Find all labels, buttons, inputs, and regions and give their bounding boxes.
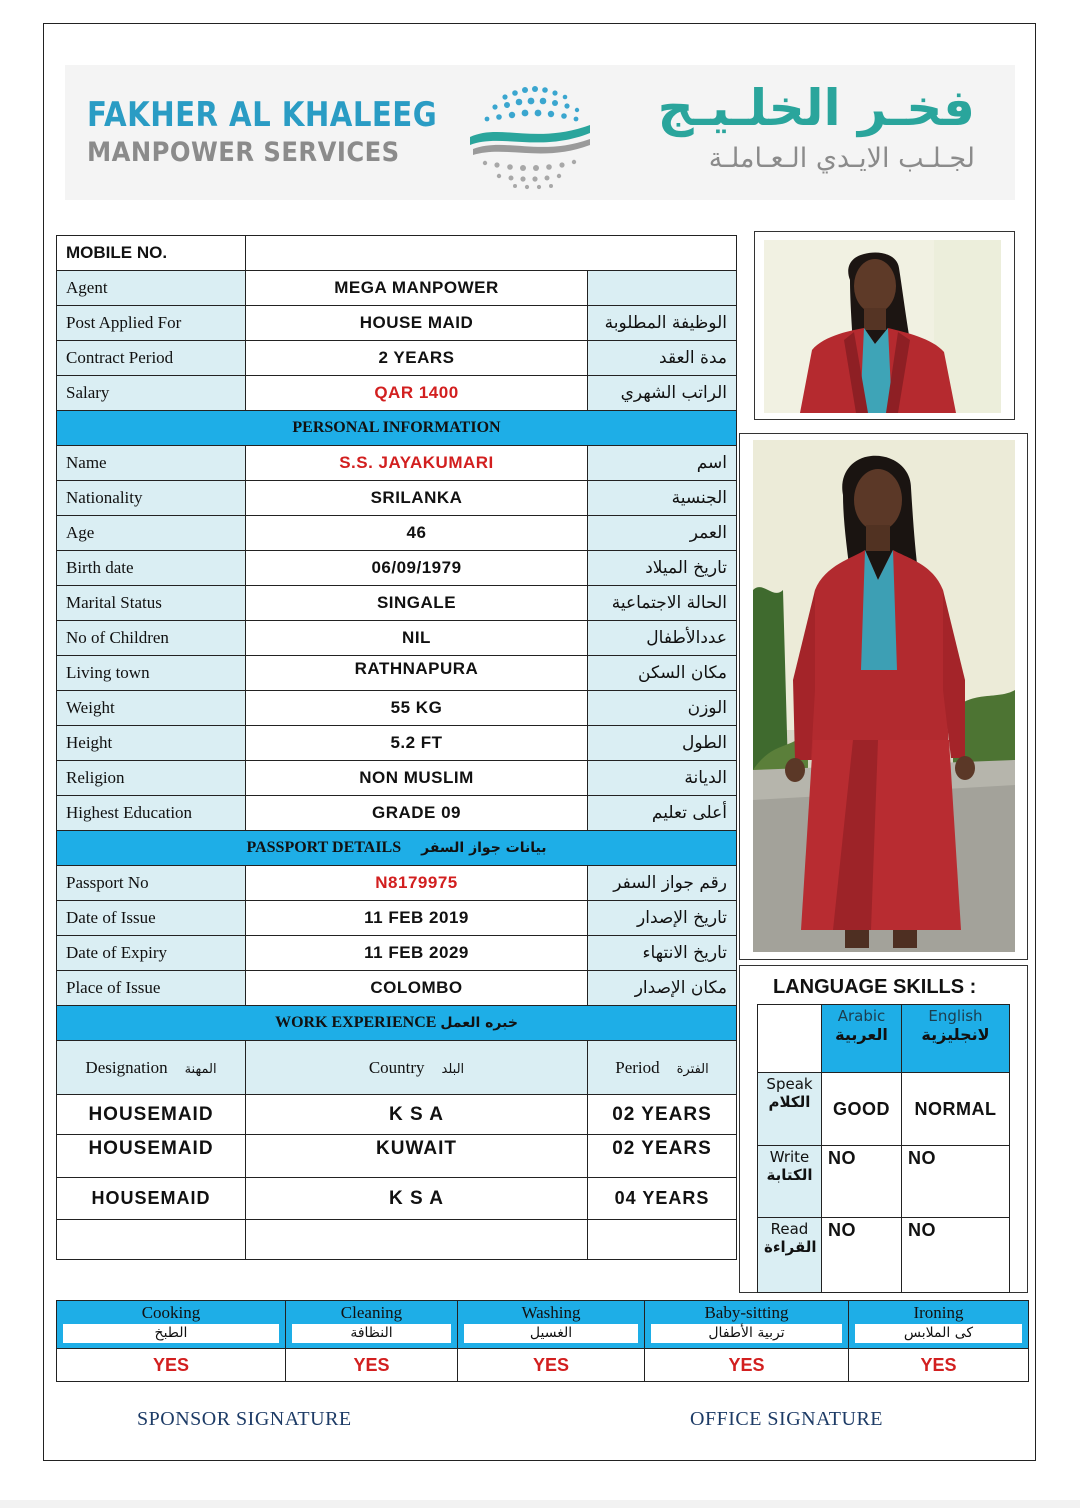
work-experience-row <box>57 1220 737 1260</box>
age-value: 46 <box>246 516 588 551</box>
post-applied-row <box>57 306 737 341</box>
weight-value: 55 KG <box>246 691 588 726</box>
full-length-photo-frame <box>739 433 1028 960</box>
children-label-ar: عددالأطفال <box>588 621 737 656</box>
write-label <box>758 1146 822 1218</box>
english-column-en: English <box>928 1007 983 1025</box>
work-experience-columns-row <box>57 1041 737 1095</box>
weight-row <box>57 691 737 726</box>
personal-information-header-row <box>57 411 737 446</box>
weight-label: Weight <box>57 691 246 726</box>
passport-photo <box>764 240 1001 413</box>
living-town-label: Living town <box>57 656 246 691</box>
work-designation: HOUSEMAID <box>57 1095 246 1135</box>
read-english-level: NO <box>902 1218 1010 1293</box>
work-period: 02 YEARS <box>588 1095 737 1135</box>
education-label: Highest Education <box>57 796 246 831</box>
education-row <box>57 796 737 831</box>
work-country: KUWAIT <box>246 1135 588 1178</box>
passport-no-label-ar: رقم جواز السفر <box>588 866 737 901</box>
skill-ironing-header <box>849 1301 1029 1349</box>
sponsor-signature-label: SPONSOR SIGNATURE <box>137 1408 352 1430</box>
skill-cleaning-en: Cleaning <box>340 1303 403 1322</box>
marital-status-label-ar: الحالة الاجتماعية <box>588 586 737 621</box>
skill-washing-ar: الغسيل <box>464 1324 638 1343</box>
nationality-value: SRILANKA <box>246 481 588 516</box>
read-label-en: Read <box>770 1220 809 1238</box>
skill-cleaning-ar: النظافة <box>292 1324 451 1343</box>
language-skills-title: LANGUAGE SKILLS : <box>773 976 977 998</box>
nationality-row <box>57 481 737 516</box>
skills-table <box>56 1300 1029 1382</box>
speak-label-en: Speak <box>766 1075 813 1093</box>
work-designation: HOUSEMAID <box>57 1135 246 1178</box>
read-label-ar: القراءة <box>764 1238 817 1256</box>
date-of-expiry-label-ar: تاريخ الانتهاء <box>588 936 737 971</box>
applicant-details-table <box>56 235 737 1260</box>
living-town-value: RATHNAPURA <box>246 656 588 691</box>
designation-column-en: Designation <box>85 1057 168 1077</box>
nationality-label-ar: الجنسية <box>588 481 737 516</box>
company-header <box>65 65 1015 200</box>
work-designation <box>57 1220 246 1260</box>
religion-value: NON MUSLIM <box>246 761 588 796</box>
contract-period-value: 2 YEARS <box>246 341 588 376</box>
period-column-ar: الفترة <box>676 1061 709 1077</box>
country-column-en: Country <box>368 1057 425 1077</box>
work-experience-row <box>57 1178 737 1220</box>
birth-date-value: 06/09/1979 <box>246 551 588 586</box>
birth-date-label-ar: تاريخ الميلاد <box>588 551 737 586</box>
passport-details-header-row <box>57 831 737 866</box>
passport-details-header-ar: بيانات جواز السفر <box>421 840 547 856</box>
write-label-ar: الكتابة <box>766 1166 813 1184</box>
salary-value: QAR 1400 <box>246 376 588 411</box>
birth-date-label: Birth date <box>57 551 246 586</box>
age-row <box>57 516 737 551</box>
post-applied-label: Post Applied For <box>57 306 246 341</box>
place-of-issue-row <box>57 971 737 1006</box>
write-arabic-level: NO <box>822 1146 902 1218</box>
agent-label-ar <box>588 271 737 306</box>
date-of-issue-label-ar: تاريخ الإصدار <box>588 901 737 936</box>
english-column-header <box>902 1005 1010 1073</box>
skill-cooking-value: YES <box>57 1349 286 1382</box>
work-country: K S A <box>246 1178 588 1220</box>
post-applied-value: HOUSE MAID <box>246 306 588 341</box>
arabic-column-ar: العربية <box>835 1025 888 1044</box>
country-column-ar: البلد <box>441 1061 465 1077</box>
passport-no-label: Passport No <box>57 866 246 901</box>
work-experience-header <box>57 1006 737 1041</box>
read-row <box>758 1218 1010 1293</box>
height-row <box>57 726 737 761</box>
speak-label <box>758 1073 822 1146</box>
company-logo-icon <box>465 75 595 190</box>
passport-no-value: N8179975 <box>246 866 588 901</box>
children-label: No of Children <box>57 621 246 656</box>
name-value: S.S. JAYAKUMARI <box>246 446 588 481</box>
period-column-en: Period <box>615 1057 660 1077</box>
work-experience-header-en: WORK EXPERIENCE <box>275 1014 437 1031</box>
skill-ironing-ar: كى الملابس <box>855 1324 1022 1343</box>
mobile-row <box>57 236 737 271</box>
skill-washing-en: Washing <box>521 1303 581 1322</box>
skill-cleaning-header <box>286 1301 458 1349</box>
nationality-label: Nationality <box>57 481 246 516</box>
read-arabic-level: NO <box>822 1218 902 1293</box>
marital-status-value: SINGALE <box>246 586 588 621</box>
age-label-ar: العمر <box>588 516 737 551</box>
skill-cooking-ar: الطبخ <box>63 1324 279 1343</box>
education-label-ar: أعلى تعليم <box>588 796 737 831</box>
date-of-issue-label: Date of Issue <box>57 901 246 936</box>
speak-label-ar: الكلام <box>768 1093 811 1111</box>
english-column-ar: لانجليزية <box>921 1025 990 1044</box>
period-column-header <box>588 1041 737 1095</box>
height-value: 5.2 FT <box>246 726 588 761</box>
arabic-column-header <box>822 1005 902 1073</box>
salary-row <box>57 376 737 411</box>
read-label <box>758 1218 822 1293</box>
company-subtitle-en: MANPOWER SERVICES <box>87 137 400 168</box>
salary-label-ar: الراتب الشهري <box>588 376 737 411</box>
skill-cleaning-value: YES <box>286 1349 458 1382</box>
date-of-expiry-label: Date of Expiry <box>57 936 246 971</box>
passport-no-row <box>57 866 737 901</box>
work-experience-header-ar: خبره العمل <box>440 1015 518 1031</box>
marital-status-row <box>57 586 737 621</box>
height-label: Height <box>57 726 246 761</box>
mobile-value <box>246 236 737 271</box>
post-applied-label-ar: الوظيفة المطلوبة <box>588 306 737 341</box>
company-name-ar: فخـر الخلـيـج <box>657 79 975 137</box>
office-signature-label: OFFICE SIGNATURE <box>690 1408 884 1430</box>
name-label: Name <box>57 446 246 481</box>
agent-row <box>57 271 737 306</box>
agent-label: Agent <box>57 271 246 306</box>
birth-date-row <box>57 551 737 586</box>
company-subtitle-ar: لجـلـب الايـدي الـعـاملـة <box>708 143 975 174</box>
work-experience-row <box>57 1095 737 1135</box>
religion-label-ar: الديانة <box>588 761 737 796</box>
date-of-expiry-row <box>57 936 737 971</box>
work-country: K S A <box>246 1095 588 1135</box>
skill-babysitting-en: Baby-sitting <box>704 1303 789 1322</box>
designation-column-ar: المهنة <box>184 1061 217 1077</box>
salary-label: Salary <box>57 376 246 411</box>
skill-washing-value: YES <box>458 1349 645 1382</box>
skills-header-row <box>57 1301 1029 1349</box>
skill-cooking-header <box>57 1301 286 1349</box>
contract-period-label-ar: مدة العقد <box>588 341 737 376</box>
write-row <box>758 1146 1010 1218</box>
marital-status-label: Marital Status <box>57 586 246 621</box>
work-country <box>246 1220 588 1260</box>
personal-information-header: PERSONAL INFORMATION <box>57 411 737 446</box>
contract-period-row <box>57 341 737 376</box>
living-town-row <box>57 656 737 691</box>
date-of-issue-row <box>57 901 737 936</box>
page-bottom-strip <box>0 1500 1080 1508</box>
skill-cooking-en: Cooking <box>141 1303 201 1322</box>
full-length-photo <box>753 440 1015 952</box>
skills-value-row <box>57 1349 1029 1382</box>
passport-details-header <box>57 831 737 866</box>
children-value: NIL <box>246 621 588 656</box>
place-of-issue-value: COLOMBO <box>246 971 588 1006</box>
height-label-ar: الطول <box>588 726 737 761</box>
place-of-issue-label-ar: مكان الإصدار <box>588 971 737 1006</box>
work-designation: HOUSEMAID <box>57 1178 246 1220</box>
religion-label: Religion <box>57 761 246 796</box>
work-period: 02 YEARS <box>588 1135 737 1178</box>
work-period: 04 YEARS <box>588 1178 737 1220</box>
write-english-level: NO <box>902 1146 1010 1218</box>
place-of-issue-label: Place of Issue <box>57 971 246 1006</box>
name-label-ar: اسم <box>588 446 737 481</box>
skill-ironing-value: YES <box>849 1349 1029 1382</box>
date-of-issue-value: 11 FEB 2019 <box>246 901 588 936</box>
language-skills-table <box>757 1004 1010 1293</box>
living-town-label-ar: مكان السكن <box>588 656 737 691</box>
education-value: GRADE 09 <box>246 796 588 831</box>
country-column-header <box>246 1041 588 1095</box>
age-label: Age <box>57 516 246 551</box>
language-corner-cell <box>758 1005 822 1073</box>
skill-babysitting-ar: تربية الأطفال <box>651 1324 842 1343</box>
write-label-en: Write <box>769 1148 810 1166</box>
work-period <box>588 1220 737 1260</box>
arabic-column-en: Arabic <box>837 1007 886 1025</box>
work-experience-header-row <box>57 1006 737 1041</box>
agent-value: MEGA MANPOWER <box>246 271 588 306</box>
skill-washing-header <box>458 1301 645 1349</box>
mobile-label: MOBILE NO. <box>57 236 246 271</box>
weight-label-ar: الوزن <box>588 691 737 726</box>
date-of-expiry-value: 11 FEB 2029 <box>246 936 588 971</box>
language-columns-row <box>758 1005 1010 1073</box>
skill-ironing-en: Ironing <box>913 1303 964 1322</box>
contract-period-label: Contract Period <box>57 341 246 376</box>
children-row <box>57 621 737 656</box>
speak-arabic-level: GOOD <box>822 1073 902 1146</box>
company-name-en: FAKHER AL KHALEEG <box>87 95 438 135</box>
skill-babysitting-header <box>645 1301 849 1349</box>
speak-row <box>758 1073 1010 1146</box>
passport-photo-frame <box>754 231 1015 420</box>
name-row <box>57 446 737 481</box>
passport-details-header-en: PASSPORT DETAILS <box>246 839 402 856</box>
work-experience-row <box>57 1135 737 1178</box>
speak-english-level: NORMAL <box>902 1073 1010 1146</box>
skill-babysitting-value: YES <box>645 1349 849 1382</box>
religion-row <box>57 761 737 796</box>
designation-column-header <box>57 1041 246 1095</box>
